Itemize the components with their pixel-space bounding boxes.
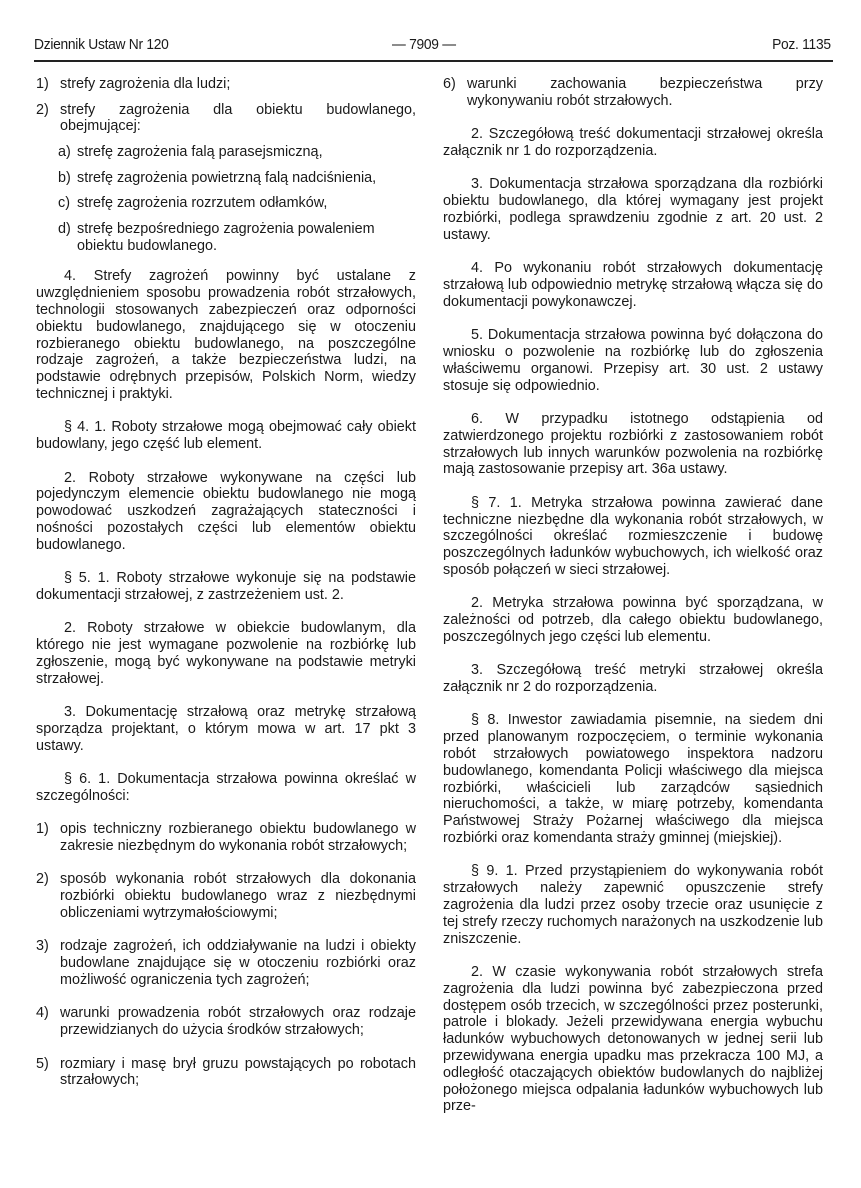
list-item [36, 1056, 416, 1090]
list-item [36, 871, 416, 921]
journal-title: Dziennik Ustaw Nr 120 [34, 36, 169, 53]
paragraph-8: § 8. Inwestor zawiadamia pisemnie, na siedem dni przed planowanym rozpoczęciem, o terminie wykonania robót strzałowych powiatowego inspektora nadzoru budowlanego, komendanta Policji właściwego dla miejsca rozbiórki, właścicieli lub zarządców sąsiednich nieruchomości, a także, w miarę potrzeby, komendanta Państwowej Straży Pożarnej właściwego dla miejsca rozbiórki oraz komendanta straży gminnej (miejskiej). [443, 712, 823, 847]
item-text: rodzaje zagrożeń, ich oddziaływanie na ludzi i obiekty budowlane znajdujące się w otoczeniu rozbiórki oraz możliwość ograniczenia tych zagrożeń; [60, 938, 416, 988]
paragraph-9-2: 2. W czasie wykonywania robót strzałowych strefa zagrożenia dla ludzi powinna być zabezpieczona przed dostępem osób trzecich, w szczególności przez posterunki, patrole i blokady. Jeżeli przewidywana energia wybuchu ładunków wybuchowych detonowanych w jednej serii lub przewidywana energia upadku mas przekracza 100 MJ, a odległość otaczających obiektów budowlanych do najbliżej położonego miejsca odpalania ładunków wybuchowych lub prze- [443, 964, 823, 1115]
sub-list-item [58, 195, 416, 212]
item-label: 1) [36, 821, 49, 838]
list-item [36, 76, 416, 93]
paragraph-6-5: 5. Dokumentacja strzałowa powinna być dołączona do wniosku o pozwolenie na rozbiórkę lub do zgłoszenia właściwemu organowi. Przepisy art. 30 ust. 2 ustawy stosuje się odpowiednio. [443, 327, 823, 394]
item-label: c) [58, 195, 70, 212]
paragraph-6-1-list [36, 821, 416, 1089]
sub-list-item [58, 144, 416, 161]
item-label: 5) [36, 1055, 49, 1072]
item-text: strefę zagrożenia rozrzutem odłamków, [77, 195, 328, 212]
right-column [443, 76, 823, 1132]
paragraph-3-4: 4. Strefy zagrożeń powinny być ustalane z uwzględnieniem sposobu prowadzenia robót strzałowych, technologii stosowanych zabezpieczeń oraz odporności obiektu budowlanego, znajdującego się w otoczeniu rozbieranego obiektu budowlanego, na poszczególne rodzaje zagrożeń, a także bezpieczeństwa ludzi, na podstawie odrębnych przepisów, Polskich Norm, wiedzy technicznej i praktyki. [36, 268, 416, 402]
list-item [36, 102, 416, 136]
paragraph-6-6: 6. W przypadku istotnego odstąpienia od zatwierdzonego projektu rozbiórki z zastosowaniem robót strzałowych lub innych warunków pozwolenia na rozbiórkę mają zastosowanie przepisy art. 36a ustawy. [443, 410, 823, 478]
item-text: strefę zagrożenia falą parasejsmiczną, [77, 143, 323, 160]
paragraph-5-2: 2. Roboty strzałowe w obiekcie budowlanym, dla którego nie jest wymagane pozwolenie na rozbiórkę lub zgłoszenie, mogą być wykonywane na podstawie metryki strzałowej. [36, 620, 416, 687]
item-text: opis techniczny rozbieranego obiektu budowlanego w zakresie niezbędnym do wykonania robót strzałowych; [60, 821, 416, 855]
item-label: 4) [36, 1005, 49, 1022]
item-text: sposób wykonania robót strzałowych dla dokonania rozbiórki obiektu budowlanego wraz z niezbędnymi obliczeniami wytrzymałościowymi; [60, 871, 416, 922]
list-item [443, 76, 823, 110]
sub-list-item [58, 170, 416, 187]
paragraph-5-1: § 5. 1. Roboty strzałowe wykonuje się na podstawie dokumentacji strzałowej, z zastrzeżeniem ust. 2. [36, 570, 416, 603]
header-rule [34, 60, 833, 62]
page-number: — 7909 — [392, 36, 456, 53]
paragraph-4-2: 2. Roboty strzałowe wykonywane na części lub pojedynczym elemencie obiektu budowlanego nie mogą powodować uszkodzeń zagrażających stateczności i nośności pozostałych części lub elementów obiektu budowlanego. [36, 469, 416, 553]
paragraph-6-2: 2. Szczegółową treść dokumentacji strzałowej określa załącznik nr 1 do rozporządzenia. [443, 126, 823, 159]
paragraph-6-4: 4. Po wykonaniu robót strzałowych dokumentację strzałową lub odpowiednio metrykę strzałową włącza się do dokumentacji powykonawczej. [443, 260, 823, 310]
item-label: b) [58, 169, 71, 186]
item-text: strefę bezpośredniego zagrożenia powaleniem obiektu budowlanego. [77, 220, 375, 254]
paragraph-7-2: 2. Metryka strzałowa powinna być sporządzana, w zależności od potrzeb, dla całego obiektu budowlanego, poszczególnych jego części lub elementu. [443, 595, 823, 645]
item-text: strefę zagrożenia powietrzną falą nadciśnienia, [77, 169, 377, 186]
paragraph-7-3: 3. Szczegółową treść metryki strzałowej określa załącznik nr 2 do rozporządzenia. [443, 662, 823, 696]
paragraph-6-1: § 6. 1. Dokumentacja strzałowa powinna określać w szczególności: [36, 771, 416, 804]
item-text: strefy zagrożenia dla ludzi; [60, 76, 231, 92]
item-text: rozmiary i masę brył gruzu powstających po robotach strzałowych; [60, 1055, 416, 1089]
paragraph-7-1: § 7. 1. Metryka strzałowa powinna zawierać dane techniczne niezbędne dla wykonania robót strzałowych, w szczególności określać rozmieszczenie i budowę poszczególnych ładunków wybuchowych, ich wielkość oraz sposób połączeń w sieci strzałowej. [443, 494, 823, 578]
item-label: 1) [36, 76, 49, 92]
list-item [36, 938, 416, 988]
item-text: strefy zagrożenia dla obiektu budowlanego, obejmującej: [60, 101, 416, 135]
page-header [34, 36, 831, 56]
paragraph-6-3: 3. Dokumentacja strzałowa sporządzana dla rozbiórki obiektu budowlanego, dla której wymagany jest projekt rozbiórki, podlega sprawdzeniu zgodnie z art. 20 ust. 2 ustawy. [443, 176, 823, 243]
paragraph-9-1: § 9. 1. Przed przystąpieniem do wykonywania robót strzałowych należy zapewnić opuszczenie strefy zagrożenia dla ludzi przez osoby trzecie oraz usunięcie z tej strefy rzeczy ruchomych narażonych na uszkodzenie lub zniszczenie. [443, 863, 823, 947]
left-column [36, 76, 416, 1106]
item-label: 6) [443, 76, 456, 92]
position-number: Poz. 1135 [772, 36, 831, 53]
paragraph-5-3: 3. Dokumentację strzałową oraz metrykę strzałową sporządza projektant, o którym mowa w art. 17 pkt 3 ustawy. [36, 704, 416, 754]
item-label: a) [58, 143, 71, 160]
sub-list-item [58, 221, 416, 255]
item-label: d) [58, 220, 71, 237]
list-item [36, 821, 416, 855]
item-text: warunki zachowania bezpieczeństwa przy wykonywaniu robót strzałowych. [467, 76, 823, 109]
item-text: warunki prowadzenia robót strzałowych oraz rodzaje przewidzianych do użycia środków strzałowych; [60, 1005, 416, 1039]
paragraph-4-1: § 4. 1. Roboty strzałowe mogą obejmować cały obiekt budowlany, jego część lub element. [36, 419, 416, 453]
item-label: 3) [36, 938, 49, 955]
item-label: 2) [36, 871, 49, 888]
list-item [36, 1005, 416, 1039]
item-label: 2) [36, 101, 49, 118]
